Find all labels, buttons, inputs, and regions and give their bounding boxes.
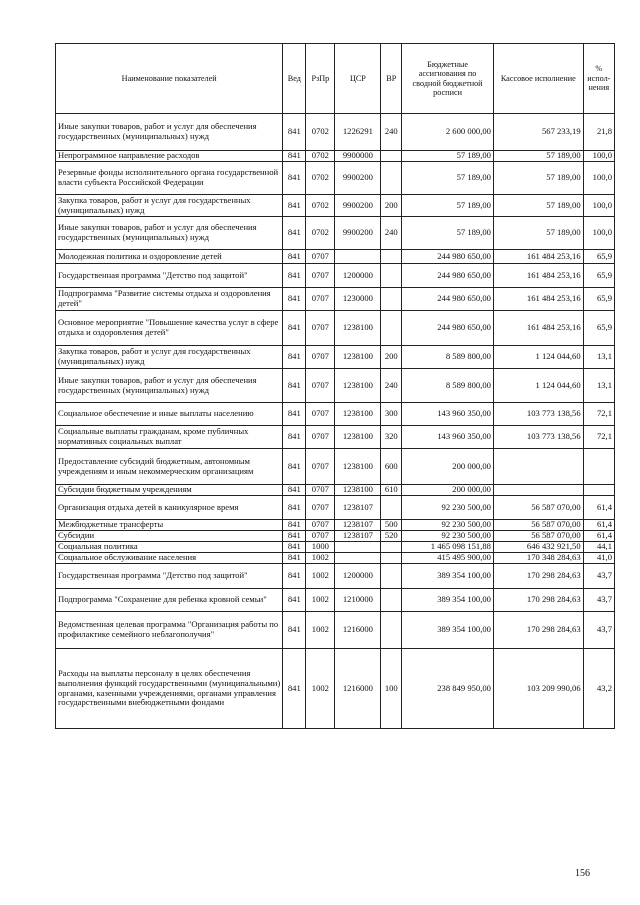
row-name: Социальное обслуживание населения bbox=[56, 553, 283, 564]
budget-execution-table bbox=[55, 43, 615, 729]
row-csr: 1238100 bbox=[335, 403, 381, 426]
row-name: Социальное обеспечение и иные выплаты населению bbox=[56, 403, 283, 426]
row-csr: 1238100 bbox=[335, 346, 381, 369]
row-kass: 103 209 990,06 bbox=[493, 649, 583, 729]
table-row bbox=[56, 496, 615, 520]
row-vr bbox=[381, 553, 402, 564]
row-vr bbox=[381, 496, 402, 520]
row-kass: 161 484 253,16 bbox=[493, 288, 583, 311]
row-kass: 161 484 253,16 bbox=[493, 264, 583, 288]
row-rzpr: 0702 bbox=[306, 162, 335, 195]
row-ved: 841 bbox=[283, 403, 306, 426]
row-csr: 1238100 bbox=[335, 426, 381, 449]
row-pct: 72,1 bbox=[583, 403, 614, 426]
row-assign: 92 230 500,00 bbox=[402, 520, 494, 531]
row-vr: 300 bbox=[381, 403, 402, 426]
row-name: Основное мероприятие "Повышение качества услуг в сфере отдыха и оздоровления детей" bbox=[56, 311, 283, 346]
table-row bbox=[56, 612, 615, 649]
row-name: Резервные фонды исполнительного органа государственной власти субъекта Российской Федерации bbox=[56, 162, 283, 195]
row-name: Расходы на выплаты персоналу в целях обеспечения выполнения функций государственными (муниципальными) органами, казенными учреждениями, органами управления государственными внебюджетными фондами bbox=[56, 649, 283, 729]
table-row bbox=[56, 151, 615, 162]
row-csr: 1230000 bbox=[335, 288, 381, 311]
row-assign: 57 189,00 bbox=[402, 162, 494, 195]
row-assign: 8 589 800,00 bbox=[402, 346, 494, 369]
row-assign: 238 849 950,00 bbox=[402, 649, 494, 729]
table-row bbox=[56, 217, 615, 250]
row-name: Непрограммное направление расходов bbox=[56, 151, 283, 162]
row-pct: 100,0 bbox=[583, 162, 614, 195]
row-csr: 1238100 bbox=[335, 449, 381, 485]
row-assign: 57 189,00 bbox=[402, 217, 494, 250]
row-rzpr: 1000 bbox=[306, 542, 335, 553]
row-rzpr: 0702 bbox=[306, 195, 335, 217]
row-rzpr: 0707 bbox=[306, 520, 335, 531]
row-ved: 841 bbox=[283, 564, 306, 589]
row-rzpr: 0702 bbox=[306, 151, 335, 162]
row-assign: 244 980 650,00 bbox=[402, 250, 494, 264]
row-rzpr: 0707 bbox=[306, 250, 335, 264]
row-vr: 100 bbox=[381, 649, 402, 729]
table-row bbox=[56, 346, 615, 369]
row-pct: 13,1 bbox=[583, 369, 614, 403]
row-assign: 200 000,00 bbox=[402, 485, 494, 496]
row-csr: 1200000 bbox=[335, 564, 381, 589]
row-pct: 44,1 bbox=[583, 542, 614, 553]
row-ved: 841 bbox=[283, 346, 306, 369]
row-csr: 1238100 bbox=[335, 369, 381, 403]
row-ved: 841 bbox=[283, 195, 306, 217]
row-vr bbox=[381, 612, 402, 649]
row-assign: 415 495 900,00 bbox=[402, 553, 494, 564]
row-assign: 244 980 650,00 bbox=[402, 264, 494, 288]
row-ved: 841 bbox=[283, 264, 306, 288]
row-kass: 56 587 070,00 bbox=[493, 531, 583, 542]
row-name: Ведомственная целевая программа "Организация работы по профилактике семейного неблагополучия" bbox=[56, 612, 283, 649]
row-pct: 43,7 bbox=[583, 589, 614, 612]
row-ved: 841 bbox=[283, 612, 306, 649]
row-name: Государственная программа "Детство под защитой" bbox=[56, 564, 283, 589]
table-row bbox=[56, 449, 615, 485]
row-csr: 1216000 bbox=[335, 612, 381, 649]
row-rzpr: 0707 bbox=[306, 346, 335, 369]
row-vr bbox=[381, 288, 402, 311]
table-row bbox=[56, 403, 615, 426]
row-rzpr: 1002 bbox=[306, 564, 335, 589]
row-vr: 520 bbox=[381, 531, 402, 542]
row-rzpr: 0707 bbox=[306, 485, 335, 496]
row-vr bbox=[381, 589, 402, 612]
row-assign: 389 354 100,00 bbox=[402, 612, 494, 649]
table-row bbox=[56, 369, 615, 403]
row-assign: 200 000,00 bbox=[402, 449, 494, 485]
row-pct: 65,9 bbox=[583, 288, 614, 311]
table-row bbox=[56, 531, 615, 542]
row-ved: 841 bbox=[283, 531, 306, 542]
row-kass: 56 587 070,00 bbox=[493, 496, 583, 520]
header-csr: ЦСР bbox=[335, 44, 381, 114]
table-row bbox=[56, 288, 615, 311]
table-row bbox=[56, 426, 615, 449]
table-row bbox=[56, 649, 615, 729]
header-assign: Бюджетные ассигнования по сводной бюджетной росписи bbox=[402, 44, 494, 114]
row-kass: 1 124 044,60 bbox=[493, 346, 583, 369]
row-vr: 500 bbox=[381, 520, 402, 531]
row-assign: 2 600 000,00 bbox=[402, 114, 494, 151]
row-rzpr: 0707 bbox=[306, 369, 335, 403]
row-vr bbox=[381, 542, 402, 553]
table-row bbox=[56, 542, 615, 553]
row-vr: 240 bbox=[381, 217, 402, 250]
row-vr bbox=[381, 151, 402, 162]
table-row bbox=[56, 589, 615, 612]
row-name: Субсидии bbox=[56, 531, 283, 542]
row-pct: 61,4 bbox=[583, 496, 614, 520]
table-body bbox=[56, 114, 615, 729]
row-csr: 9900200 bbox=[335, 195, 381, 217]
row-vr: 240 bbox=[381, 369, 402, 403]
row-kass: 57 189,00 bbox=[493, 195, 583, 217]
row-kass bbox=[493, 449, 583, 485]
row-name: Организация отдыха детей в каникулярное время bbox=[56, 496, 283, 520]
row-name: Предоставление субсидий бюджетным, автономным учреждениям и иным некоммерческим организациям bbox=[56, 449, 283, 485]
row-vr: 200 bbox=[381, 346, 402, 369]
row-rzpr: 0707 bbox=[306, 403, 335, 426]
row-pct: 65,9 bbox=[583, 311, 614, 346]
row-vr: 320 bbox=[381, 426, 402, 449]
row-name: Подпрограмма "Развитие системы отдыха и оздоровления детей" bbox=[56, 288, 283, 311]
row-ved: 841 bbox=[283, 288, 306, 311]
header-vr: ВР bbox=[381, 44, 402, 114]
table-row bbox=[56, 520, 615, 531]
row-pct: 61,4 bbox=[583, 531, 614, 542]
row-pct: 43,7 bbox=[583, 564, 614, 589]
row-kass: 57 189,00 bbox=[493, 162, 583, 195]
row-assign: 389 354 100,00 bbox=[402, 589, 494, 612]
row-rzpr: 1002 bbox=[306, 649, 335, 729]
row-pct: 13,1 bbox=[583, 346, 614, 369]
row-pct: 72,1 bbox=[583, 426, 614, 449]
row-ved: 841 bbox=[283, 151, 306, 162]
row-vr: 600 bbox=[381, 449, 402, 485]
row-ved: 841 bbox=[283, 369, 306, 403]
row-pct: 100,0 bbox=[583, 151, 614, 162]
header-kass: Кассовое исполнение bbox=[493, 44, 583, 114]
row-ved: 841 bbox=[283, 485, 306, 496]
row-kass: 170 298 284,63 bbox=[493, 564, 583, 589]
row-kass: 103 773 138,56 bbox=[493, 426, 583, 449]
row-kass: 56 587 070,00 bbox=[493, 520, 583, 531]
row-assign: 8 589 800,00 bbox=[402, 369, 494, 403]
row-csr: 1238107 bbox=[335, 496, 381, 520]
row-ved: 841 bbox=[283, 162, 306, 195]
row-assign: 57 189,00 bbox=[402, 195, 494, 217]
row-rzpr: 0707 bbox=[306, 496, 335, 520]
row-assign: 1 465 098 151,88 bbox=[402, 542, 494, 553]
row-csr: 9900200 bbox=[335, 217, 381, 250]
row-rzpr: 0707 bbox=[306, 311, 335, 346]
row-kass: 170 298 284,63 bbox=[493, 612, 583, 649]
row-csr: 9900000 bbox=[335, 151, 381, 162]
row-kass: 57 189,00 bbox=[493, 151, 583, 162]
row-vr bbox=[381, 311, 402, 346]
row-pct: 41,0 bbox=[583, 553, 614, 564]
row-ved: 841 bbox=[283, 250, 306, 264]
row-rzpr: 0702 bbox=[306, 114, 335, 151]
row-kass: 1 124 044,60 bbox=[493, 369, 583, 403]
row-ved: 841 bbox=[283, 449, 306, 485]
table-row bbox=[56, 564, 615, 589]
row-rzpr: 1002 bbox=[306, 612, 335, 649]
row-pct: 65,9 bbox=[583, 250, 614, 264]
row-csr: 1238100 bbox=[335, 311, 381, 346]
row-assign: 143 960 350,00 bbox=[402, 426, 494, 449]
row-kass: 170 348 284,63 bbox=[493, 553, 583, 564]
row-pct: 43,2 bbox=[583, 649, 614, 729]
row-csr: 9900200 bbox=[335, 162, 381, 195]
row-pct bbox=[583, 485, 614, 496]
row-ved: 841 bbox=[283, 426, 306, 449]
row-name: Подпрограмма "Сохранение для ребенка кровной семьи" bbox=[56, 589, 283, 612]
row-vr bbox=[381, 162, 402, 195]
row-rzpr: 0707 bbox=[306, 426, 335, 449]
row-ved: 841 bbox=[283, 553, 306, 564]
row-name: Социальные выплаты гражданам, кроме публичных нормативных социальных выплат bbox=[56, 426, 283, 449]
table-row bbox=[56, 114, 615, 151]
header-ved: Вед bbox=[283, 44, 306, 114]
row-assign: 92 230 500,00 bbox=[402, 531, 494, 542]
row-rzpr: 0702 bbox=[306, 217, 335, 250]
row-ved: 841 bbox=[283, 217, 306, 250]
row-assign: 389 354 100,00 bbox=[402, 564, 494, 589]
row-csr bbox=[335, 250, 381, 264]
row-csr: 1238100 bbox=[335, 485, 381, 496]
table-row bbox=[56, 195, 615, 217]
row-kass: 161 484 253,16 bbox=[493, 311, 583, 346]
row-csr bbox=[335, 542, 381, 553]
row-rzpr: 0707 bbox=[306, 264, 335, 288]
row-csr: 1216000 bbox=[335, 649, 381, 729]
table-row bbox=[56, 485, 615, 496]
table-header-row bbox=[56, 44, 615, 114]
row-assign: 143 960 350,00 bbox=[402, 403, 494, 426]
row-ved: 841 bbox=[283, 649, 306, 729]
table-row bbox=[56, 162, 615, 195]
row-assign: 57 189,00 bbox=[402, 151, 494, 162]
row-kass: 170 298 284,63 bbox=[493, 589, 583, 612]
row-vr: 610 bbox=[381, 485, 402, 496]
row-vr bbox=[381, 564, 402, 589]
row-vr: 240 bbox=[381, 114, 402, 151]
row-kass: 57 189,00 bbox=[493, 217, 583, 250]
row-assign: 92 230 500,00 bbox=[402, 496, 494, 520]
header-name: Наименование показателей bbox=[56, 44, 283, 114]
row-name: Закупка товаров, работ и услуг для государственных (муниципальных) нужд bbox=[56, 195, 283, 217]
row-name: Молодежная политика и оздоровление детей bbox=[56, 250, 283, 264]
table-row bbox=[56, 553, 615, 564]
row-csr: 1200000 bbox=[335, 264, 381, 288]
row-vr: 200 bbox=[381, 195, 402, 217]
row-assign: 244 980 650,00 bbox=[402, 311, 494, 346]
table-row bbox=[56, 250, 615, 264]
row-vr bbox=[381, 264, 402, 288]
row-kass bbox=[493, 485, 583, 496]
row-rzpr: 0707 bbox=[306, 288, 335, 311]
row-csr: 1226291 bbox=[335, 114, 381, 151]
row-csr bbox=[335, 553, 381, 564]
table-row bbox=[56, 311, 615, 346]
row-kass: 103 773 138,56 bbox=[493, 403, 583, 426]
row-pct: 61,4 bbox=[583, 520, 614, 531]
row-kass: 161 484 253,16 bbox=[493, 250, 583, 264]
page-number: 156 bbox=[575, 868, 590, 879]
row-kass: 646 432 921,50 bbox=[493, 542, 583, 553]
row-pct: 65,9 bbox=[583, 264, 614, 288]
row-csr: 1238107 bbox=[335, 531, 381, 542]
row-name: Иные закупки товаров, работ и услуг для обеспечения государственных (муниципальных) нужд bbox=[56, 114, 283, 151]
row-rzpr: 1002 bbox=[306, 553, 335, 564]
header-rzpr: РзПр bbox=[306, 44, 335, 114]
row-pct: 21,8 bbox=[583, 114, 614, 151]
row-name: Закупка товаров, работ и услуг для государственных (муниципальных) нужд bbox=[56, 346, 283, 369]
row-vr bbox=[381, 250, 402, 264]
row-name: Социальная политика bbox=[56, 542, 283, 553]
row-rzpr: 0707 bbox=[306, 531, 335, 542]
row-name: Иные закупки товаров, работ и услуг для обеспечения государственных (муниципальных) нужд bbox=[56, 217, 283, 250]
row-assign: 244 980 650,00 bbox=[402, 288, 494, 311]
row-csr: 1210000 bbox=[335, 589, 381, 612]
row-pct: 100,0 bbox=[583, 195, 614, 217]
row-ved: 841 bbox=[283, 496, 306, 520]
row-ved: 841 bbox=[283, 542, 306, 553]
row-name: Межбюджетные трансферты bbox=[56, 520, 283, 531]
row-ved: 841 bbox=[283, 589, 306, 612]
row-pct bbox=[583, 449, 614, 485]
row-kass: 567 233,19 bbox=[493, 114, 583, 151]
row-name: Государственная программа "Детство под защитой" bbox=[56, 264, 283, 288]
row-ved: 841 bbox=[283, 311, 306, 346]
row-ved: 841 bbox=[283, 520, 306, 531]
row-rzpr: 1002 bbox=[306, 589, 335, 612]
header-pct: % испол-нения bbox=[583, 44, 614, 114]
row-pct: 100,0 bbox=[583, 217, 614, 250]
row-pct: 43,7 bbox=[583, 612, 614, 649]
row-ved: 841 bbox=[283, 114, 306, 151]
row-csr: 1238107 bbox=[335, 520, 381, 531]
row-name: Иные закупки товаров, работ и услуг для обеспечения государственных (муниципальных) нужд bbox=[56, 369, 283, 403]
row-name: Субсидии бюджетным учреждениям bbox=[56, 485, 283, 496]
table-row bbox=[56, 264, 615, 288]
row-rzpr: 0707 bbox=[306, 449, 335, 485]
